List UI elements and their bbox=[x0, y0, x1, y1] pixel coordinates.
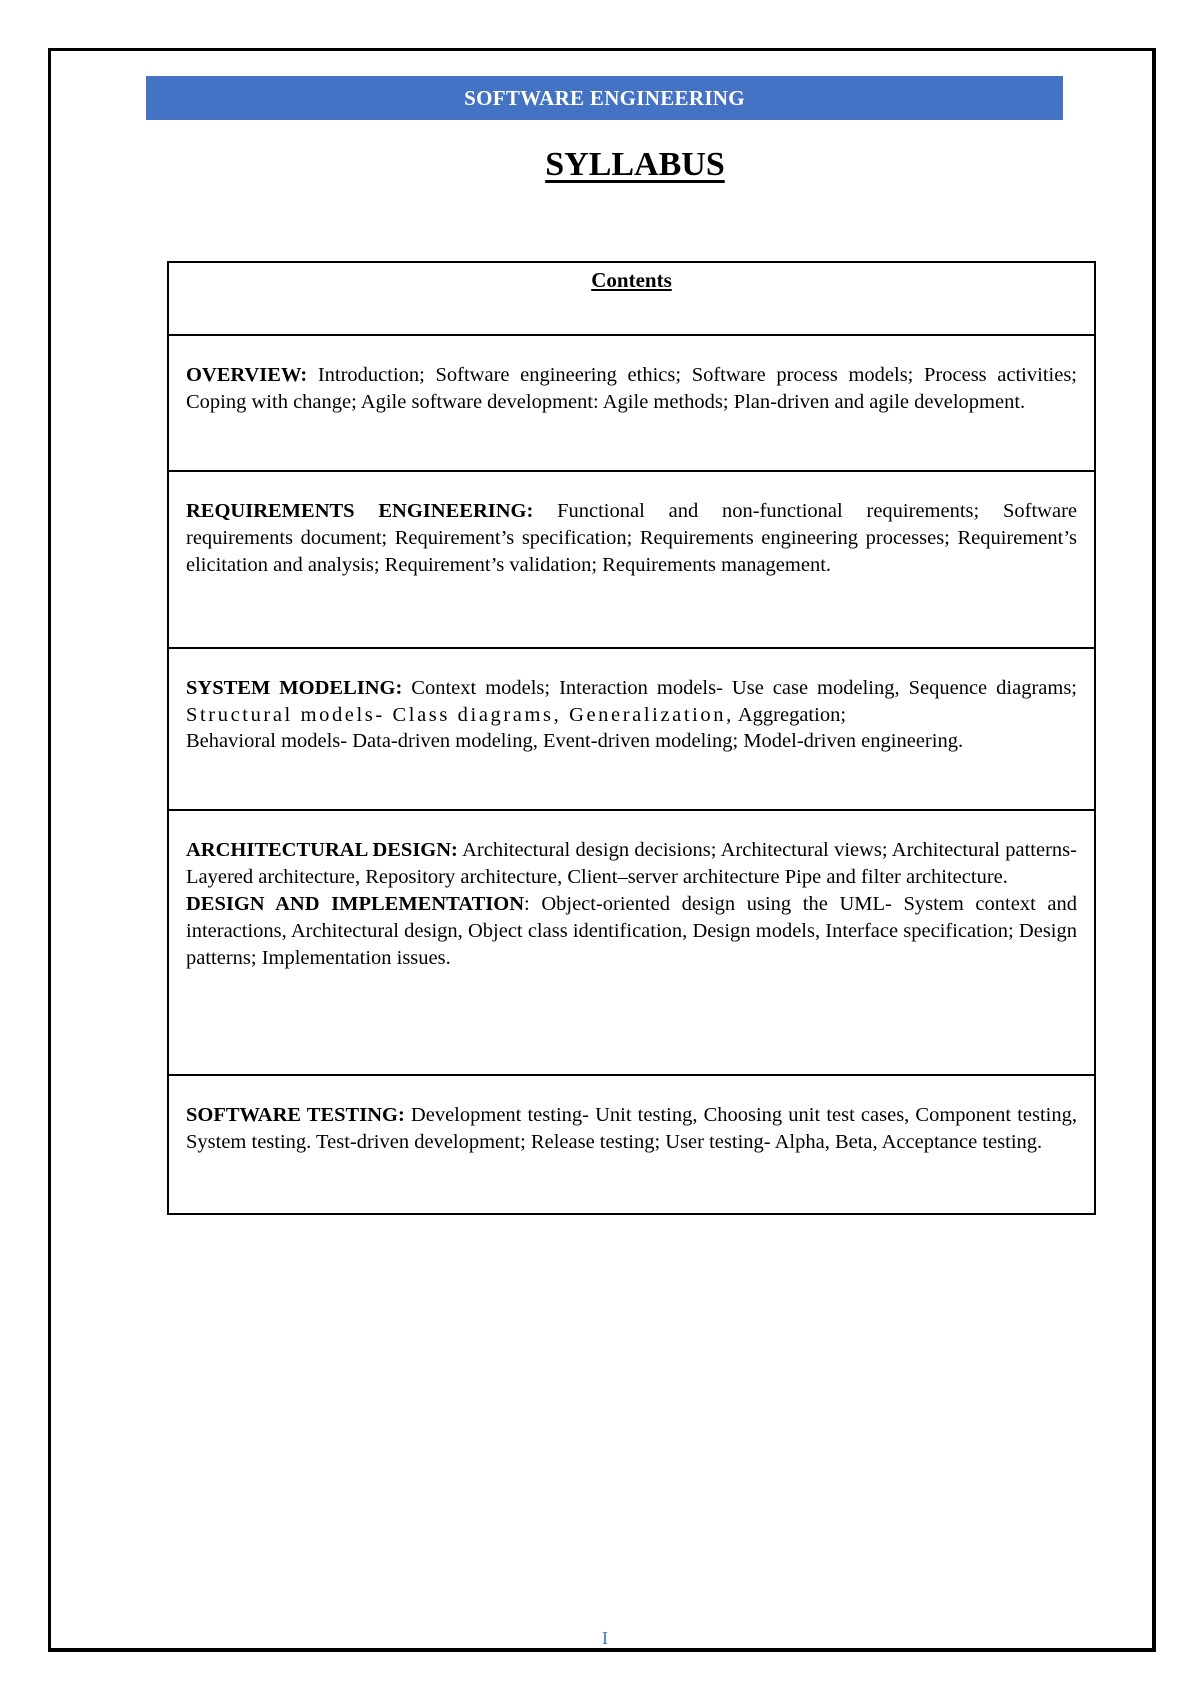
system-modeling-text: Context models; Interaction models- Use case modeling, Sequence diagrams; bbox=[402, 677, 1077, 699]
software-testing-topic: SOFTWARE TESTING: bbox=[186, 1104, 405, 1126]
requirements-topic: REQUIREMENTS ENGINEERING: bbox=[186, 500, 534, 522]
software-testing-row bbox=[169, 1076, 1094, 1213]
header-banner: SOFTWARE ENGINEERING bbox=[146, 76, 1063, 120]
requirements-text: Functional and non-functional requirements; Software requirements document; Requirement’s specification; Requirements engineering processes; Requirement’s elicitation and analysis; Requirement’s validation; Requirements management. bbox=[186, 500, 1078, 576]
aggregation-text: Aggregation; bbox=[733, 703, 847, 726]
contents-table bbox=[167, 261, 1096, 1215]
requirements-row bbox=[169, 472, 1094, 649]
software-testing-text: Development testing- Unit testing, Choosing unit test cases, Component testing, System testing. Test-driven development; Release testing; User testing- Alpha, Beta, Acceptance testing. bbox=[186, 1104, 1077, 1153]
overview-text: Introduction; Software engineering ethics; Software process models; Process activities; Coping with change; Agile software development: Agile methods; Plan-driven and agile development. bbox=[186, 364, 1077, 413]
contents-header-row bbox=[169, 263, 1094, 336]
contents-heading: Contents bbox=[591, 268, 672, 292]
behavioral-models-text: Behavioral models- Data-driven modeling, Event-driven modeling; Model-driven engineering. bbox=[186, 730, 964, 752]
architectural-design-row bbox=[169, 811, 1094, 1076]
overview-topic: OVERVIEW: bbox=[186, 364, 308, 386]
overview-row bbox=[169, 336, 1094, 472]
page-title: SYLLABUS bbox=[545, 146, 725, 183]
system-modeling-topic: SYSTEM MODELING: bbox=[186, 677, 403, 699]
page-number: I bbox=[602, 1628, 608, 1648]
architectural-design-topic: ARCHITECTURAL DESIGN: bbox=[186, 839, 458, 861]
architectural-design-text: Architectural design decisions; Architectural views; Architectural patterns- Layered architecture, Repository architecture, Client–server architecture Pipe and filter architecture. bbox=[186, 839, 1077, 888]
design-implementation-text: : Object-oriented design using the UML- System context and interactions, Architectural design, Object class identification, Design models, Interface specification; Design patterns; Implementation issues. bbox=[186, 893, 1077, 969]
structural-models-text: Structural models- Class diagrams, Generalization, bbox=[186, 703, 734, 726]
design-implementation-topic: DESIGN AND IMPLEMENTATION bbox=[186, 893, 524, 915]
system-modeling-row bbox=[169, 649, 1094, 811]
